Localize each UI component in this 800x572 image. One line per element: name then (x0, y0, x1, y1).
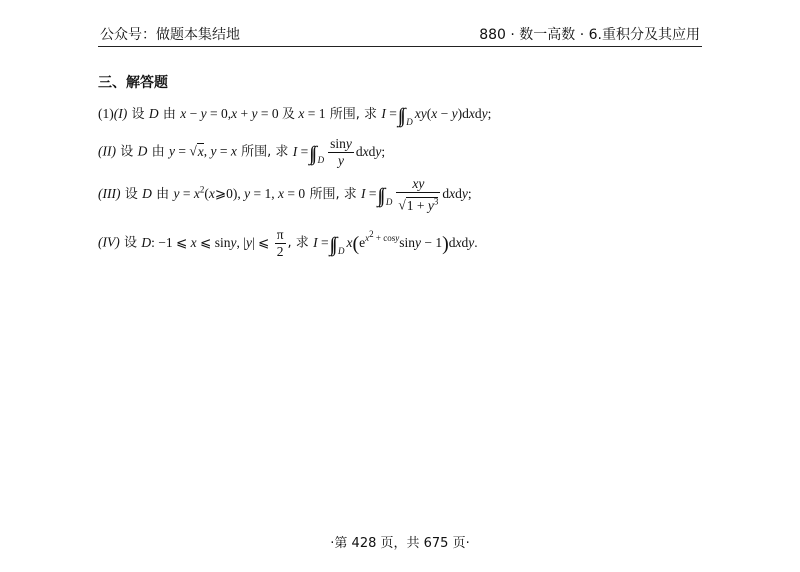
problem-1-part-4: (IV) 设 D: −1 ⩽ x ⩽ siny, |y| ⩽ $\frac{\pi}{2}$ , 求 $I = _Dx(e^{x^2 + cosy}\sin y$ − 1)dxdy. (98, 226, 478, 259)
part-label: (I) (113, 106, 128, 121)
page-header (98, 22, 702, 47)
integral-expression: $I = _Dx(e^{x^2 + cosy}\sin y$ − 1)dxdy. (313, 229, 478, 256)
header-chapter: 880 · 数一高数 · 6.重积分及其应用 (479, 27, 700, 43)
region-bounds: $y = x^2(x⩾0)$, y = 1, x = 0 (173, 184, 306, 201)
integral-expression: I = $_D$ $\frac{xy}{√1 + y^3}$ dxdy; (361, 176, 472, 213)
section-title: 三、解答题 (98, 75, 168, 91)
region-bounds: x − y = 0,x + y = 0 及 x = 1 (180, 106, 326, 122)
part-label: (III) (98, 185, 121, 201)
problem-number: (1) (98, 106, 114, 121)
problem-1-part-1: (1)(I) 设 D 由 x − y = 0,x + y = 0 及 x = 1 所围, 求 I = $_D$xy(x − y)dxdy; (98, 106, 492, 127)
header-source: 公众号：做题本集结地 (100, 27, 240, 43)
problem-1-part-2: (II) 设 D 由 y = √x, y = x 所围, 求 I = $_D$ $\frac{\sin y}{y}$ dxdy; (98, 136, 386, 168)
integral-expression: I = $_D$xy(x − y)dxdy; (381, 106, 492, 127)
part-label: (IV) (98, 234, 120, 250)
page-footer: ·第 428 页，共 675 页· (330, 536, 470, 551)
integral-expression: I = $_D$ $\frac{\sin y}{y}$ dxdy; (292, 136, 386, 168)
region-bounds: y = √x, y = x (168, 143, 237, 159)
problem-1-part-3: (III) 设 D 由 $y = x^2(x⩾0)$, y = 1, x = 0 所围, 求 I = $_D$ $\frac{xy}{√1 + y^3}$ dxdy; (98, 176, 472, 213)
region-bounds: D: −1 ⩽ x ⩽ siny, |y| ⩽ $\frac{\pi}{2}$ (141, 226, 284, 259)
part-label: (II) (98, 143, 116, 159)
